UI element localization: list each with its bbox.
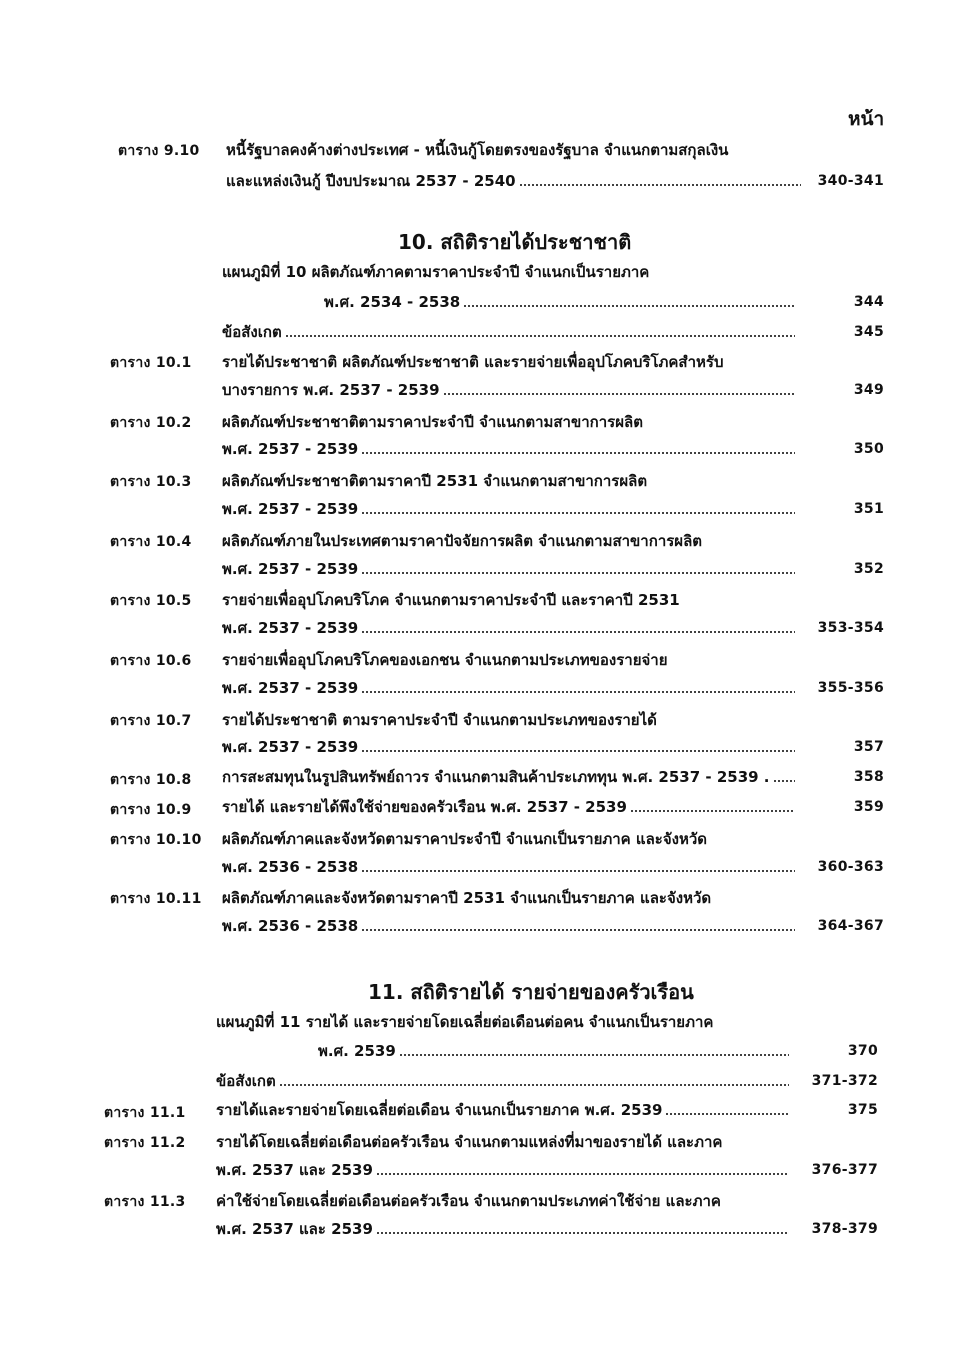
entry-title-line2: พ.ศ. 2536 - 2538 <box>222 917 359 936</box>
dot-leader <box>463 305 795 307</box>
section11-chart-line2: พ.ศ. 2539 <box>318 1042 396 1060</box>
entry-label: ตาราง 10.9 <box>110 802 192 818</box>
section11-chart-leader <box>318 1040 792 1062</box>
entry-title-line2: พ.ศ. 2537 และ 2539 <box>216 1160 373 1179</box>
entry-label: ตาราง 10.1 <box>110 355 192 371</box>
entry-label: ตาราง 10.7 <box>110 712 192 729</box>
entry-title-line1: รายได้โดยเฉลี่ยต่อเดือนต่อครัวเรือน จำแนกตามแหล่งที่มาของรายได้ และภาค <box>216 1132 723 1151</box>
entry-title-line2: พ.ศ. 2537 - 2539 <box>222 440 359 459</box>
entry-title-line2: บางรายการ พ.ศ. 2537 - 2539 <box>222 380 440 399</box>
section10-chart-page: 344 <box>853 294 884 310</box>
entry-title: รายได้ และรายได้พึงใช้จ่ายของครัวเรือน พ.ศ. 2537 - 2539 <box>222 798 627 816</box>
entry-page: 358 <box>853 769 884 786</box>
section10-title: 10. สถิติรายได้ประชาชาติ <box>398 230 632 254</box>
dot-leader <box>361 631 795 633</box>
entry-label: ตาราง 10.11 <box>110 891 202 908</box>
dot-leader <box>399 1054 789 1056</box>
entry-page: 375 <box>847 1102 878 1118</box>
entry-title-line2: พ.ศ. 2537 - 2539 <box>222 738 359 757</box>
dot-leader <box>361 691 795 693</box>
dot-leader <box>285 335 795 337</box>
entry-leader <box>222 796 798 818</box>
entry-leader <box>222 498 798 520</box>
dot-leader <box>443 393 795 395</box>
entry-title-line1: ผลิตภัณฑ์ประชาชาติตามราคาประจำปี จำแนกตามสาขาการผลิต <box>222 412 643 431</box>
dot-leader <box>630 810 795 812</box>
dot-leader <box>519 184 801 186</box>
dot-leader <box>361 929 795 931</box>
entry-page: 349 <box>853 381 884 398</box>
section11-title: 11. สถิติรายได้ รายจ่ายของครัวเรือน <box>368 980 694 1004</box>
entry-title-line1: รายได้ประชาชาติ ผลิตภัณฑ์ประชาชาติ และรายจ่ายเพื่ออุปโภคบริโภคสำหรับ <box>222 353 724 371</box>
entry-label: ตาราง 10.2 <box>110 414 192 431</box>
section11-chart-line1: แผนภูมิที่ 11 รายได้ และรายจ่ายโดยเฉลี่ยต่อเดือนต่อคน จำแนกเป็นรายภาค <box>216 1013 714 1031</box>
entry-label: ตาราง 10.8 <box>110 772 192 789</box>
entry-leader <box>222 856 798 878</box>
dot-leader <box>376 1173 789 1175</box>
entry-page: 357 <box>853 739 884 756</box>
entry-title-line1: ผลิตภัณฑ์ภาคและจังหวัดตามราคาปี 2531 จำแนกเป็นรายภาค และจังหวัด <box>222 889 712 908</box>
entry-page: 355-356 <box>817 679 884 696</box>
top-entry-label: ตาราง 9.10 <box>118 143 200 159</box>
entry-label: ตาราง 10.10 <box>110 831 202 848</box>
entry-page: 364-367 <box>817 918 884 935</box>
entry-title-line2: พ.ศ. 2537 - 2539 <box>222 500 359 518</box>
dot-leader <box>773 780 796 782</box>
entry-leader <box>222 617 798 639</box>
entry-page: 360-363 <box>817 858 884 875</box>
entry-leader <box>222 736 798 758</box>
dot-leader <box>361 750 795 752</box>
entry-page: 351 <box>853 501 884 517</box>
entry-leader <box>216 1159 792 1181</box>
entry-title-line1: รายได้ประชาชาติ ตามราคาประจำปี จำแนกตามประเภทของรายได้ <box>222 710 657 729</box>
entry-title-line2: พ.ศ. 2536 - 2538 <box>222 857 359 876</box>
entry-page: 353-354 <box>817 620 884 637</box>
section10-chart-leader <box>324 291 798 313</box>
entry-title-line2: พ.ศ. 2537 และ 2539 <box>216 1220 373 1239</box>
entry-leader <box>222 677 798 699</box>
section11-notes-leader <box>216 1070 792 1092</box>
top-entry-leader <box>226 170 804 192</box>
section10-chart-line1: แผนภูมิที่ 10 ผลิตภัณฑ์ภาคตามราคาประจำปี จำแนกเป็นรายภาค <box>222 263 650 281</box>
entry-label: ตาราง 10.3 <box>110 474 192 491</box>
entry-page: 350 <box>853 441 884 458</box>
entry-title-line1: ค่าใช้จ่ายโดยเฉลี่ยต่อเดือนต่อครัวเรือน จำแนกตามประเภทค่าใช้จ่าย และภาค <box>216 1192 721 1211</box>
entry-label: ตาราง 10.6 <box>110 653 192 669</box>
entry-label: ตาราง 10.4 <box>110 533 192 550</box>
entry-leader <box>222 915 798 937</box>
entry-title-line1: รายจ่ายเพื่ออุปโภคบริโภคของเอกชน จำแนกตามประเภทของรายจ่าย <box>222 651 668 669</box>
entry-label: ตาราง 11.2 <box>104 1134 186 1151</box>
dot-leader <box>361 572 795 574</box>
entry-title-line1: ผลิตภัณฑ์ภายในประเทศตามราคาปัจจัยการผลิต จำแนกตามสาขาการผลิต <box>222 531 703 550</box>
dot-leader <box>279 1084 789 1086</box>
entry-page: 352 <box>853 560 884 577</box>
entry-title-line2: พ.ศ. 2537 - 2539 <box>222 619 359 638</box>
section10-chart-line2: พ.ศ. 2534 - 2538 <box>324 293 461 311</box>
dot-leader <box>376 1232 789 1234</box>
entry-leader <box>222 766 798 788</box>
entry-page: 359 <box>853 799 884 815</box>
dot-leader <box>665 1113 789 1115</box>
section11-notes-page: 371-372 <box>811 1073 878 1089</box>
entry-title-line1: ผลิตภัณฑ์ภาคและจังหวัดตามราคาประจำปี จำแนกเป็นรายภาค และจังหวัด <box>222 829 708 848</box>
entry-title-line1: ผลิตภัณฑ์ประชาชาติตามราคาปี 2531 จำแนกตามสาขาการผลิต <box>222 472 648 491</box>
entry-title: การสะสมทุนในรูปสินทรัพย์ถาวร จำแนกตามสินค้าประเภททุน พ.ศ. 2537 - 2539 . <box>222 768 770 787</box>
entry-leader <box>222 438 798 460</box>
dot-leader <box>361 870 795 872</box>
entry-leader <box>216 1099 792 1121</box>
section10-notes-text: ข้อสังเกต <box>222 323 282 341</box>
dot-leader <box>361 512 795 514</box>
entry-label: ตาราง 11.1 <box>104 1105 186 1121</box>
dot-leader <box>361 452 795 454</box>
entry-leader <box>216 1218 792 1240</box>
top-entry-title-line1: หนี้รัฐบาลคงค้างต่างประเทศ - หนี้เงินกู้โดยตรงของรัฐบาล จำแนกตามสกุลเงิน <box>226 141 729 159</box>
entry-label: ตาราง 10.5 <box>110 593 192 610</box>
section10-notes-leader <box>222 321 798 343</box>
entry-leader <box>222 558 798 580</box>
entry-label: ตาราง 11.3 <box>104 1194 186 1211</box>
entry-title-line2: พ.ศ. 2537 - 2539 <box>222 678 359 697</box>
entry-title-line2: พ.ศ. 2537 - 2539 <box>222 559 359 578</box>
page-column-header: หน้า <box>848 108 885 130</box>
section10-notes-page: 345 <box>853 324 884 340</box>
top-entry-page: 340-341 <box>817 173 884 189</box>
section11-chart-page: 370 <box>847 1043 878 1059</box>
entry-page: 378-379 <box>811 1221 878 1238</box>
entry-title-line1: รายจ่ายเพื่ออุปโภคบริโภค จำแนกตามราคาประจำปี และราคาปี 2531 <box>222 591 680 610</box>
top-entry-title-line2: และแหล่งเงินกู้ ปีงบประมาณ 2537 - 2540 <box>226 172 516 190</box>
entry-title: รายได้และรายจ่ายโดยเฉลี่ยต่อเดือน จำแนกเป็นรายภาค พ.ศ. 2539 <box>216 1101 663 1119</box>
entry-page: 376-377 <box>811 1161 878 1178</box>
section11-notes-text: ข้อสังเกต <box>216 1072 276 1090</box>
entry-leader <box>222 379 798 401</box>
